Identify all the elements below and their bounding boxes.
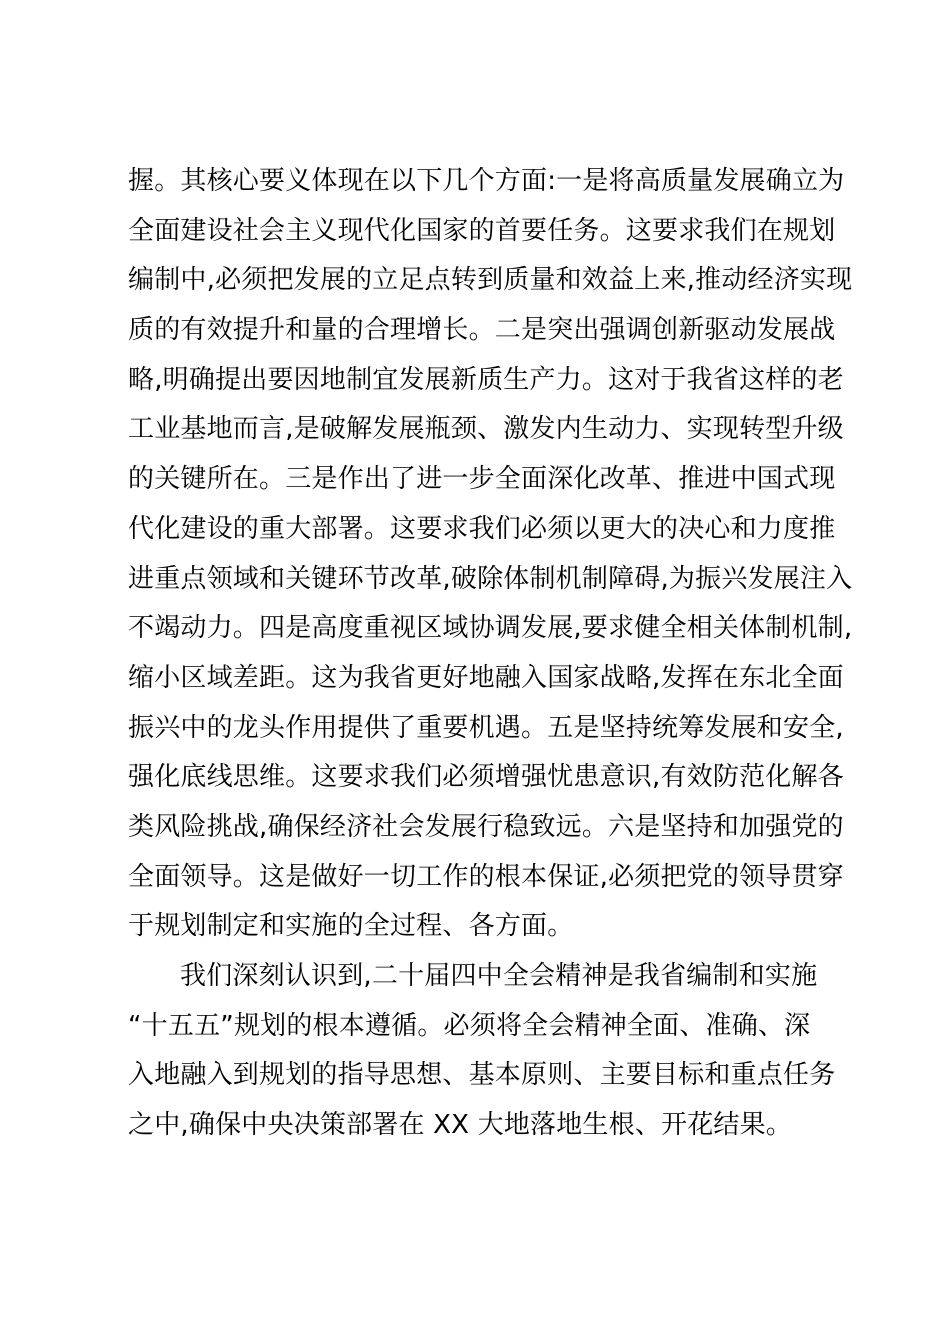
text-line: 强化底线思维。这要求我们必须增强忧患意识,有效防范化解各 — [128, 762, 844, 793]
text-line: 不竭动力。四是高度重视区域协调发展,要求健全相关体制机制, — [128, 613, 853, 644]
text-line: “十五五”规划的根本遵循。必须将全会精神全面、准确、深 — [128, 1010, 811, 1041]
text-line: 进重点领域和关键环节改革,破除体制机制障碍,为振兴发展注入 — [128, 563, 853, 594]
document-body — [128, 157, 853, 1151]
text-line: 略,明确提出要因地制宜发展新质生产力。这对于我省这样的老 — [128, 364, 844, 395]
text-line: 握。其核心要义体现在以下几个方面:一是将高质量发展确立为 — [128, 166, 845, 196]
text-line: 代化建设的重大部署。这要求我们必须以更大的决心和力度推 — [128, 513, 836, 544]
text-line: 类风险挑战,确保经济社会发展行稳致远。六是坚持和加强党的 — [128, 811, 844, 842]
text-line: 的关键所在。三是作出了进一步全面深化改革、推进中国式现 — [128, 464, 836, 495]
paragraph-2 — [128, 952, 838, 1151]
text-line: 质的有效提升和量的合理增长。二是突出强调创新驱动发展战 — [128, 315, 836, 346]
text-line: 振兴中的龙头作用提供了重要机遇。五是坚持统筹发展和安全, — [128, 712, 844, 743]
text-line: 之中,确保中央决策部署在 XX 大地落地生根、开花结果。 — [128, 1110, 793, 1141]
text-line: 缩小区域差距。这为我省更好地融入国家战略,发挥在东北全面 — [128, 662, 844, 693]
text-line: 于规划制定和实施的全过程、各方面。 — [128, 911, 574, 942]
text-line: 入地融入到规划的指导思想、基本原则、主要目标和重点任务 — [128, 1060, 836, 1091]
text-line: 工业基地而言,是破解发展瓶颈、激发内生动力、实现转型升级 — [128, 414, 844, 445]
paragraph-1 — [128, 157, 853, 952]
text-line: 全面领导。这是做好一切工作的根本保证,必须把党的领导贯穿 — [128, 861, 844, 892]
text-line: 我们深刻认识到,二十届四中全会精神是我省编制和实施 — [180, 961, 818, 991]
text-line: 编制中,必须把发展的立足点转到质量和效益上来,推动经济实现 — [128, 265, 853, 296]
text-line: 全面建设社会主义现代化国家的首要任务。这要求我们在规划 — [128, 215, 836, 246]
